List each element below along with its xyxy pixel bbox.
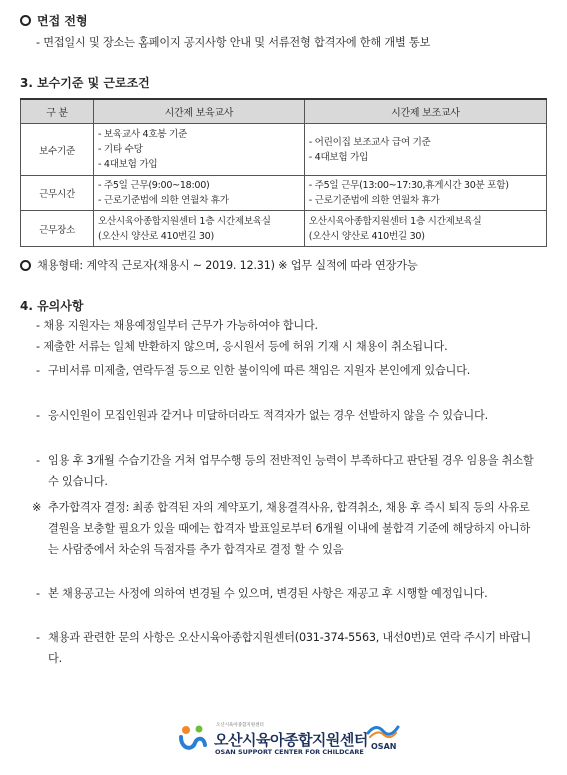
cell-line: - 어린이집 보조교사 급여 기준 (308, 136, 431, 148)
cell-line: (오산시 양산로 410번길 30) (98, 230, 214, 242)
cell-line: - 근로기준법에 의한 연월차 휴가 (308, 195, 440, 206)
note-text: 임용 후 3개월 수습기간을 거쳐 업무수행 등의 전반적인 능력이 부족하다고 판단될 경우 임용을 취소할 수 있습니다. (48, 454, 534, 488)
list-item: - 채용 지원자는 채용예정일부터 근무가 가능하여야 합니다. (36, 319, 318, 332)
row-label: 보수기준 (21, 124, 94, 176)
list-item: - 응시인원이 모집인원과 같거나 미달하더라도 적격자가 없는 경우 선발하지 않을 수 있습니다. (36, 405, 536, 426)
employment-text: 채용형태: 계약직 근로자(채용시 ~ 2019. 12.31) ※ 업무 실적에 따라 연장가능 (37, 259, 418, 272)
note-text: 채용 지원자는 채용예정일부터 근무가 가능하여야 합니다. (43, 319, 318, 332)
list-item: - 임용 후 3개월 수습기간을 거쳐 업무수행 등의 전반적인 능력이 부족하다고 판단될 경우 임용을 취소할 수 있습니다. (36, 450, 536, 492)
note-text: 추가합격자 결정: 최종 합격된 자의 계약포기, 채용결격사유, 합격취소, 채용 후 즉시 퇴직 등의 사유로 결원을 보충할 필요가 있을 때에는 합격자 발표일로부터 6개월 이내에 불합격 기준에 해당하지 아니하는 사람중에서 차순위 득점자를 추가 합격자로 결정 할 수 있음 (48, 501, 531, 556)
table-cell (94, 211, 305, 247)
cell-line: - 기타 수당 (98, 144, 143, 155)
interview-heading (20, 12, 88, 29)
note-text: 구비서류 미제출, 연락두절 등으로 인한 불이익에 따른 책임은 지원자 본인에게 있습니다. (48, 364, 471, 377)
logo-english: OSAN SUPPORT CENTER FOR CHILDCARE (215, 748, 364, 756)
row-label: 근무시간 (21, 176, 94, 211)
circle-bullet-icon (20, 15, 31, 26)
list-item: - 채용과 관련한 문의 사항은 오산시육아종합지원센터(031-374-5563, 내선0번)로 연락 주시기 바랍니다. (36, 627, 536, 669)
table-header-row (21, 99, 547, 124)
table-cell (94, 176, 305, 211)
note-text: 본 채용공고는 사정에 의하여 변경될 수 있으며, 변경된 사항은 재공고 후 시행할 예정입니다. (48, 587, 488, 600)
circle-bullet-icon (20, 260, 31, 271)
interview-title: 면접 전형 (37, 14, 88, 28)
logo-figure-icon (178, 723, 208, 753)
cell-line: (오산시 양산로 410번길 30) (308, 230, 425, 242)
cell-line: - 4대보험 가입 (98, 159, 158, 170)
cell-line: - 근로기준법에 의한 연월차 휴가 (98, 195, 229, 206)
note-text: 채용과 관련한 문의 사항은 오산시육아종합지원센터(031-374-5563, 내선0번)로 연락 주시기 바랍니다. (48, 631, 531, 665)
notes-title: 4. 유의사항 (20, 299, 84, 313)
row-label: 근무장소 (21, 211, 94, 247)
list-item: - 제출한 서류는 일체 반환하지 않으며, 응시원서 등에 허위 기재 시 채용이 취소됩니다. (36, 340, 448, 353)
city-name: OSAN (371, 742, 397, 751)
table-cell (304, 211, 546, 247)
city-emblem-icon (366, 721, 400, 741)
header-category: 구 분 (21, 99, 94, 124)
reference-mark-icon: ※ (32, 501, 42, 514)
table-cell (94, 124, 305, 176)
table-cell (304, 176, 546, 211)
table-cell (304, 124, 546, 176)
logo-small-text: 오산시육아종합지원센터 (216, 723, 264, 728)
cell-line: - 4대보험 가입 (308, 151, 369, 163)
cell-line: - 주5일 근무(13:00~17:30,휴게시간 30분 포함) (308, 180, 509, 191)
table-row (21, 176, 547, 211)
table-row (21, 124, 547, 176)
interview-line: - 면접일시 및 장소는 홈페이지 공지사항 안내 및 서류전형 합격자에 한해 개별 통보 (36, 36, 431, 49)
pay-title: 3. 보수기준 및 근로조건 (20, 76, 150, 90)
cell-line: - 보육교사 4호봉 기준 (98, 129, 187, 140)
pay-table (20, 98, 547, 247)
logo-name: 오산시육아종합지원센터 (214, 731, 368, 749)
cell-line: 오산시육아종합지원센터 1층 시간제보육실 (98, 215, 271, 227)
list-item: - 본 채용공고는 사정에 의하여 변경될 수 있으며, 변경된 사항은 재공고 후 시행할 예정입니다. (36, 583, 536, 604)
cell-line: - 주5일 근무(9:00~18:00) (98, 180, 210, 191)
employment-line (20, 255, 417, 276)
center-logo (178, 717, 428, 757)
cell-line: 오산시육아종합지원센터 1층 시간제보육실 (308, 215, 482, 227)
note-text: 제출한 서류는 일체 반환하지 않으며, 응시원서 등에 허위 기재 시 채용이 취소됩니다. (43, 340, 448, 353)
extra-note (32, 497, 536, 560)
note-text: 응시인원이 모집인원과 같거나 미달하더라도 적격자가 없는 경우 선발하지 않을 수 있습니다. (48, 409, 488, 422)
list-item: - 구비서류 미제출, 연락두절 등으로 인한 불이익에 따른 책임은 지원자 본인에게 있습니다. (36, 360, 536, 381)
header-childcare-teacher: 시간제 보육교사 (94, 99, 305, 124)
table-row (21, 211, 547, 247)
header-assistant-teacher: 시간제 보조교사 (304, 99, 546, 124)
